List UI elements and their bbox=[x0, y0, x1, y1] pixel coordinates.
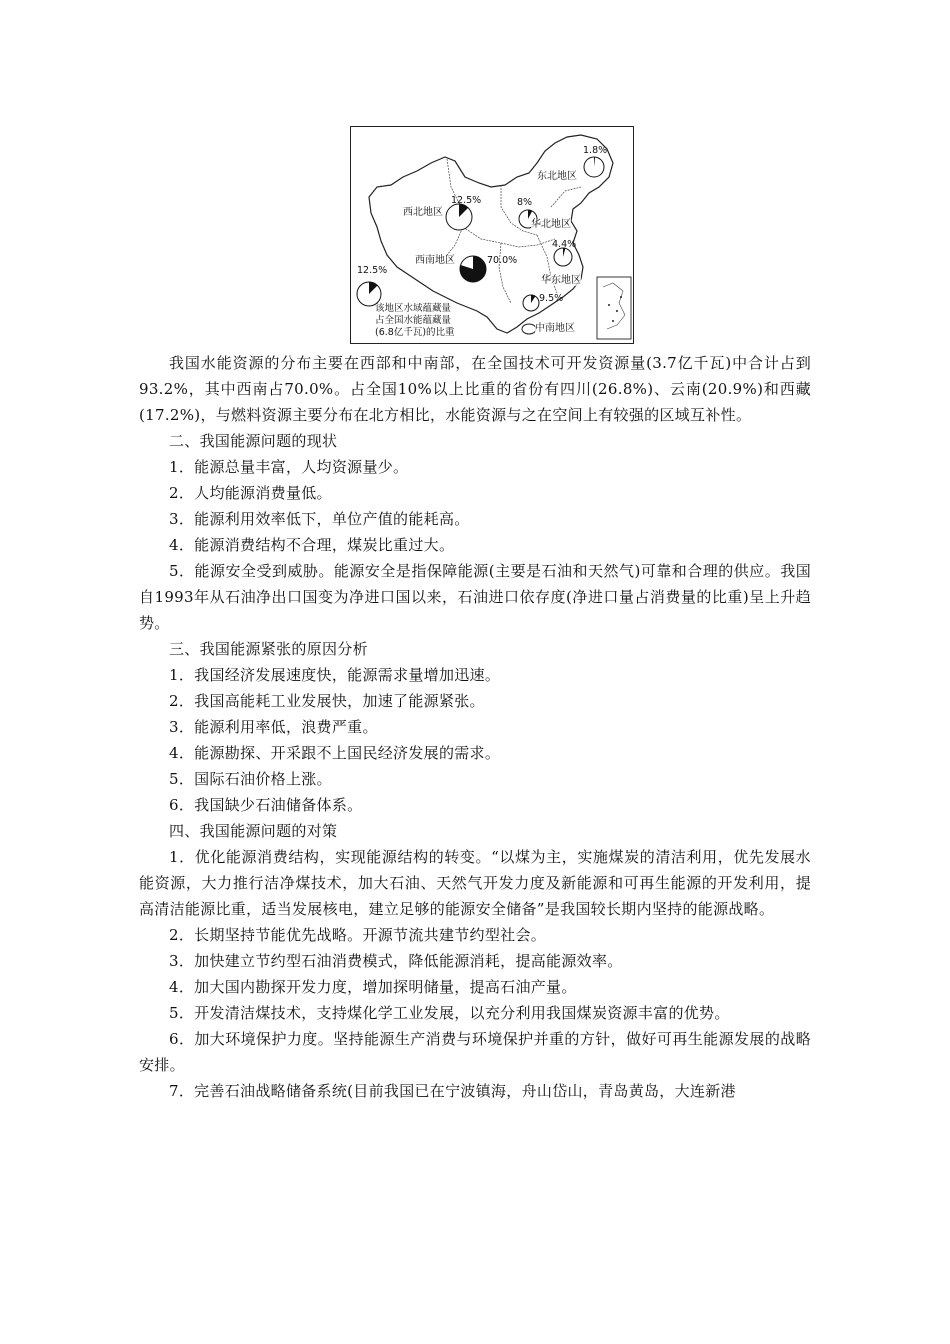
pct-east: 4.4% bbox=[552, 239, 577, 250]
label-southwest: 西南地区 bbox=[415, 255, 455, 266]
list-item: 1．优化能源消费结构，实现能源结构的转变。“以煤为主，实施煤炭的清洁利用，优先发展水能资源，大力推行洁净煤技术，加大石油、天然气开发力度及新能源和可再生能源的开发利用，提高清洁能源比重，适当发展核电，建立足够的能源安全储备”是我国较长期内坚持的能源战略。 bbox=[139, 848, 811, 918]
pct-northwest: 12.5% bbox=[451, 195, 482, 206]
label-northwest: 西北地区 bbox=[403, 207, 443, 218]
label-north: 华北地区 bbox=[531, 219, 571, 230]
heading-countermeasures: 四、我国能源问题的对策 bbox=[169, 822, 338, 840]
legend-line-3: (6.8亿千瓦)的比重 bbox=[375, 327, 455, 338]
hydropower-distribution-map bbox=[350, 126, 634, 344]
pct-central-south: 9.5% bbox=[539, 293, 564, 304]
label-northeast: 东北地区 bbox=[537, 171, 577, 182]
list-item: 5．国际石油价格上涨。 bbox=[169, 770, 332, 788]
list-item: 1．能源总量丰富，人均资源量少。 bbox=[169, 458, 409, 476]
paragraph-hydropower-distribution: 我国水能资源的分布主要在西部和中南部，在全国技术可开发资源量(3.7亿千瓦)中合计占到93.2%，其中西南占70.0%。占全国10%以上比重的省份有四川(26.8%)、云南(20.9%)和西藏(17.2%)，与燃料资源主要分布在北方相比，水能资源与之在空间上有较强的区域互补性。 bbox=[139, 354, 811, 424]
list-item: 3．能源利用率低，浪费严重。 bbox=[169, 718, 378, 736]
pct-southwest: 70.0% bbox=[487, 255, 518, 266]
list-item: 1．我国经济发展速度快，能源需求量增加迅速。 bbox=[169, 666, 501, 684]
legend-sample-value: 12.5% bbox=[357, 265, 388, 276]
label-central-south: 中南地区 bbox=[535, 323, 575, 334]
list-item: 2．人均能源消费量低。 bbox=[169, 484, 332, 502]
label-east: 华东地区 bbox=[541, 275, 581, 286]
list-item: 2．我国高能耗工业发展快，加速了能源紧张。 bbox=[169, 692, 485, 710]
list-item: 5．能源安全受到威胁。能源安全是指保障能源(主要是石油和天然气)可靠和合理的供应。我国自1993年从石油净出口国变为净进口国以来，石油进口依存度(净进口量占消费量的比重)呈上升趋势。 bbox=[139, 562, 811, 632]
body-text bbox=[139, 350, 811, 1104]
list-item: 6．我国缺少石油储备体系。 bbox=[169, 796, 363, 814]
list-item: 5．开发清洁煤技术，支持煤化学工业发展，以充分利用我国煤炭资源丰富的优势。 bbox=[169, 1004, 730, 1022]
heading-causes: 三、我国能源紧张的原因分析 bbox=[169, 640, 368, 658]
list-item: 3．能源利用效率低下，单位产值的能耗高。 bbox=[169, 510, 470, 528]
pct-north: 8% bbox=[517, 197, 533, 208]
list-item: 7．完善石油战略储备系统(目前我国已在宁波镇海，舟山岱山，青岛黄岛，大连新港 bbox=[169, 1082, 736, 1100]
list-item: 6．加大环境保护力度。坚持能源生产消费与环境保护并重的方针，做好可再生能源发展的战略安排。 bbox=[139, 1030, 811, 1074]
list-item: 4．能源勘探、开采跟不上国民经济发展的需求。 bbox=[169, 744, 501, 762]
list-item: 2．长期坚持节能优先战略。开源节流共建节约型社会。 bbox=[169, 926, 547, 944]
legend-caption bbox=[375, 303, 455, 339]
legend-line-2: 占全国水能蕴藏量 bbox=[375, 315, 452, 326]
heading-current-problems: 二、我国能源问题的现状 bbox=[169, 432, 338, 450]
list-item: 4．能源消费结构不合理，煤炭比重过大。 bbox=[169, 536, 455, 554]
list-item: 4．加大国内勘探开发力度，增加探明储量，提高石油产量。 bbox=[169, 978, 577, 996]
pct-northeast: 1.8% bbox=[583, 145, 608, 156]
legend-line-1: 该地区水域蕴藏量 bbox=[375, 303, 452, 314]
list-item: 3．加快建立节约型石油消费模式，降低能源消耗，提高能源效率。 bbox=[169, 952, 623, 970]
